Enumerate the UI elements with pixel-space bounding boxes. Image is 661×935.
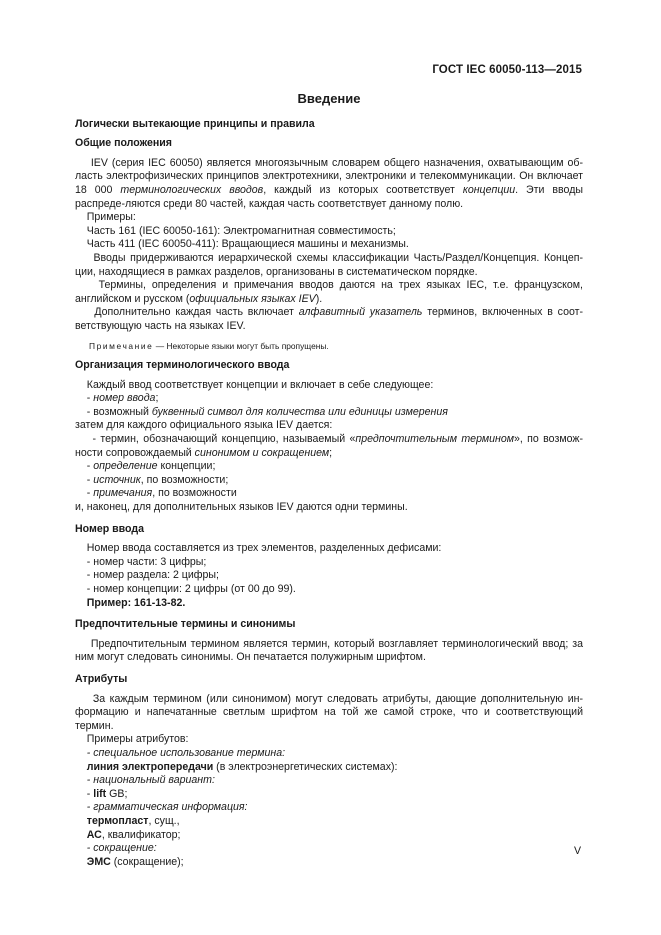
list-item: - номер части: 3 цифры;: [86, 555, 207, 568]
document-body: [75, 92, 583, 869]
section-heading-preferred-terms: Предпочтительные термины и синонимы: [75, 618, 296, 631]
list-item: - примечания, по возможности: [86, 487, 237, 500]
example-item: Часть 411 (IEC 60050-411): Вращающиеся машины и механизмы.: [86, 238, 409, 251]
list-item: - номер раздела: 2 цифры;: [86, 569, 219, 582]
list-item: - номер ввода;: [86, 392, 159, 405]
list-item: - специальное использование термина:: [86, 746, 286, 759]
paragraph-then: затем для каждого официального языка IEV дается:: [75, 419, 333, 432]
list-item: - сокращение:: [86, 842, 157, 855]
paragraph-attributes: За каждым термином (или синонимом) могут следовать атрибуты, дающие дополнительную ин-формацию и напечатанные светлым шрифтом на той же самой строке, что и соответствующий термин.: [75, 692, 583, 732]
list-item: - грамматическая информация:: [86, 801, 248, 814]
paragraph-iev: IEV (серия IEC 60050) является многоязычным словарем общего назначения, охватывающим об-ласть электрофизических принципов электротехники, электроники и телекоммуникации. Он включает 18 000 терминологических вводов, каждый из которых соответствует концепции. Эти вводы распреде-ляются среди 80 частей, каждая часть соответствует данному полю.: [75, 156, 584, 210]
paragraph-classification: Вводы придерживаются иерархической схемы классификации Часть/Раздел/Концепция. Концеп-ции, находящиеся в рамках разделов, организованы в систематическом порядке.: [75, 251, 583, 278]
paragraph-entry-intro: Каждый ввод соответствует концепции и включает в себе следующее:: [86, 378, 434, 391]
examples-label: Примеры:: [86, 211, 136, 224]
section-heading-entry-organization: Организация терминологического ввода: [75, 359, 290, 372]
list-item: - национальный вариант:: [86, 774, 215, 787]
example-item: Часть 161 (IEC 60050-161): Электромагнитная совместимость;: [86, 224, 396, 237]
list-item: - номер концепции: 2 цифры (от 00 до 99).: [86, 583, 296, 595]
paragraph-number-intro: Номер ввода составляется из трех элементов, разделенных дефисами:: [86, 542, 442, 555]
document-header: ГОСТ IEC 60050-113—2015: [432, 64, 582, 76]
section-heading-attributes: Атрибуты: [75, 672, 128, 685]
section-heading-entry-number: Номер ввода: [75, 522, 144, 535]
list-item: - возможный буквенный символ для количества или единицы измерения: [86, 405, 448, 418]
list-item: термопласт, сущ.,: [86, 814, 180, 827]
list-item: линия электропередачи (в электроэнергетических системах):: [86, 760, 398, 773]
paragraph-end: и, наконец, для дополнительных языков IEV даются одни термины.: [75, 501, 408, 514]
example-number: Пример: 161-13-82.: [86, 596, 186, 609]
page-number: V: [574, 845, 582, 857]
list-item: АС, квалификатор;: [86, 828, 181, 841]
paragraph-languages: Термины, определения и примечания вводов даются на трех языках IEC, т.е. французском, английском и русском (официальных языках IEV).: [75, 279, 583, 305]
examples-label: Примеры атрибутов:: [86, 733, 189, 746]
section-heading-general: Общие положения: [75, 137, 172, 150]
section-heading-principles: Логически вытекающие принципы и правила: [75, 117, 315, 130]
list-item: - источник, по возможности;: [86, 473, 229, 486]
list-item: ЭМС (сокращение);: [86, 855, 184, 868]
paragraph-index: Дополнительно каждая часть включает алфавитный указатель терминов, включенных в соот-ветствующую часть на языках IEV.: [75, 306, 583, 332]
paragraph-preferred-terms: Предпочтительным термином является термин, который возглавляет терминологический ввод; за ним могут следовать синонимы. Он печатается полужирным шрифтом.: [75, 637, 583, 664]
list-item: - lift GB;: [86, 787, 128, 800]
page-title: Введение: [297, 91, 361, 106]
note: Примечание — Некоторые языки могут быть пропущены.: [88, 340, 329, 351]
list-item: - определение концепции;: [86, 460, 216, 473]
list-item: - термин, обозначающий концепцию, называемый «предпочтительным термином», по возмож-ности сопровождаемый синонимом и сокращением;: [75, 433, 583, 459]
